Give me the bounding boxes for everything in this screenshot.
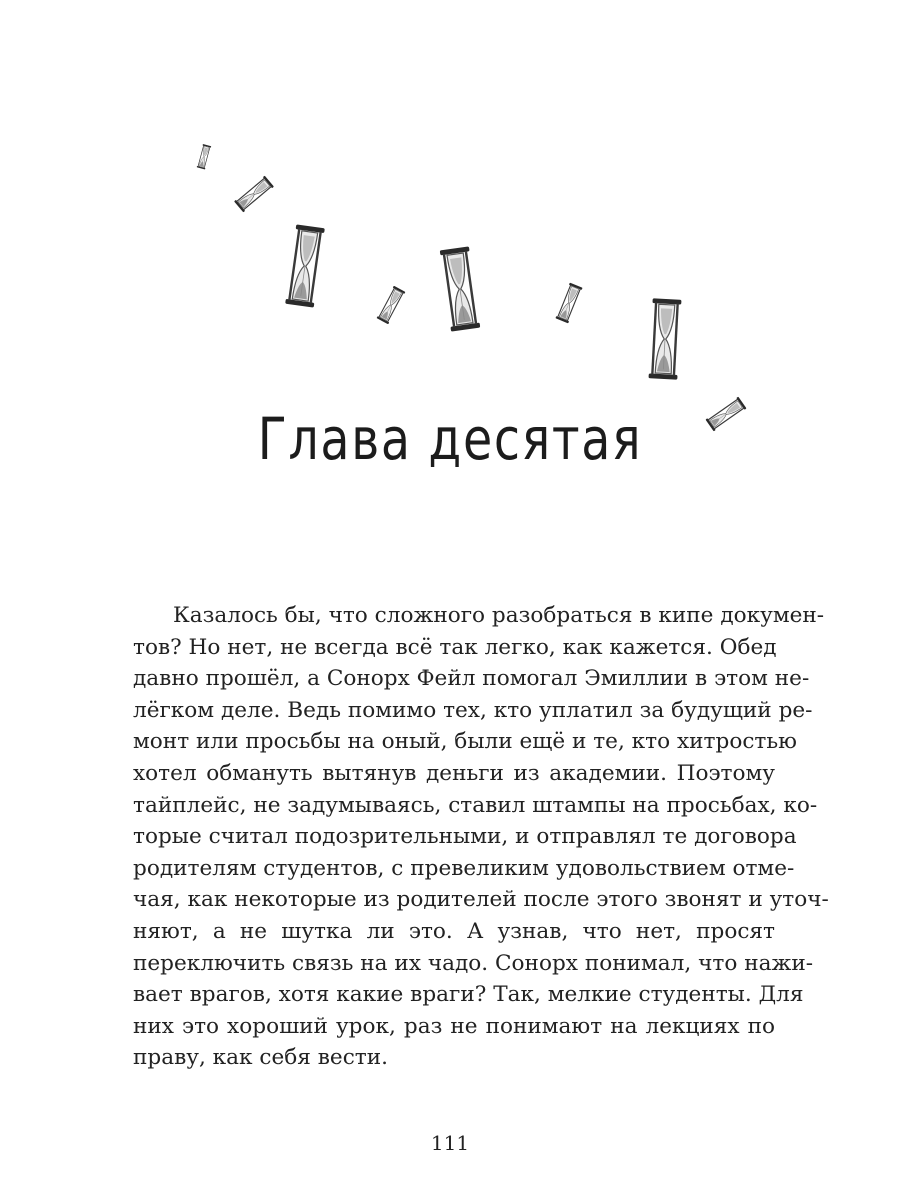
paragraph-line: давно прошёл, а Сонорх Фейл помогал Эмиллии в этом не- bbox=[133, 666, 810, 692]
hourglass-ornament bbox=[0, 0, 900, 460]
chapter-title: Глава десятая bbox=[257, 405, 643, 473]
paragraph-line: няют, а не шутка ли это. А узнав, что нет, просят bbox=[133, 918, 775, 944]
page-number: 111 bbox=[430, 1131, 470, 1155]
paragraph-line: тайплейс, не задумываясь, ставил штампы на просьбах, ко- bbox=[133, 792, 818, 818]
hourglass-icon bbox=[637, 295, 693, 383]
paragraph-line: Казалось бы, что сложного разобраться в кипе докумен- bbox=[173, 603, 825, 628]
paragraph-line: лёгком деле. Ведь помимо тех, кто уплатил за будущий ре- bbox=[133, 697, 813, 723]
paragraph-line: монт или просьбы на оный, были ещё и те, кто хитростью bbox=[133, 729, 797, 755]
chapter-paragraph bbox=[133, 600, 829, 1074]
paragraph-line: родителям студентов, с превеликим удовольствием отме- bbox=[133, 855, 795, 881]
hourglass-icon bbox=[187, 133, 221, 181]
hourglass-icon bbox=[548, 280, 590, 326]
hourglass-icon bbox=[428, 244, 492, 334]
paragraph-line: праву, как себя вести. bbox=[133, 1045, 389, 1071]
hourglass-icon bbox=[228, 170, 280, 218]
paragraph-line: тов? Но нет, не всегда всё так легко, как кажется. Обед bbox=[133, 634, 777, 660]
hourglass-icon bbox=[372, 283, 410, 327]
paragraph-line: торые считал подозрительными, и отправлял те договора bbox=[133, 824, 797, 850]
paragraph-line: переключить связь на их чадо. Сонорх понимал, что нажи- bbox=[133, 950, 814, 976]
paragraph-line: чая, как некоторые из родителей после этого звонят и уточ- bbox=[133, 887, 829, 913]
hourglass-icon bbox=[274, 222, 336, 310]
paragraph-line: хотел обмануть вытянув деньги из академии. Поэтому bbox=[133, 760, 775, 786]
paragraph-line: них это хороший урок, раз не понимают на лекциях по bbox=[133, 1013, 775, 1039]
paragraph-line: вает врагов, хотя какие враги? Так, мелкие студенты. Для bbox=[133, 982, 804, 1008]
